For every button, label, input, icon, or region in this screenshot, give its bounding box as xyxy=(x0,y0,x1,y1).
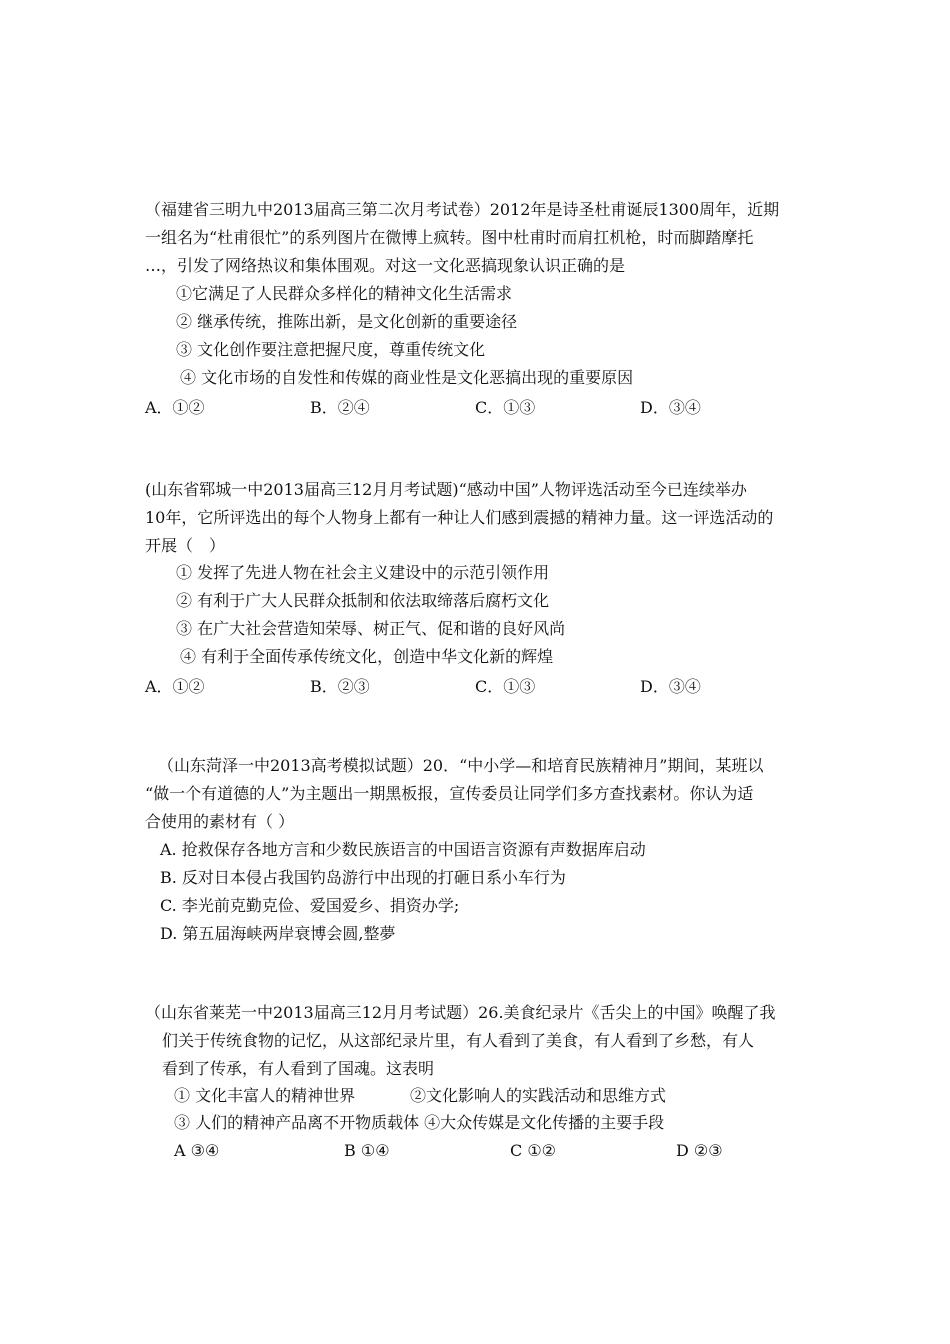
question-3-choice-a: A. 抢救保存各地方言和少数民族语言的中国语言资源有声数据库启动 xyxy=(160,840,646,859)
question-1-option-a: A．①② xyxy=(145,398,205,417)
question-1-statement-3: ③ 文化创作要注意把握尺度，尊重传统文化 xyxy=(176,340,486,359)
question-2-stem-line-1: (山东省郓城一中2013届高三12月月考试题)“感动中国”人物评选活动至今已连续举办 xyxy=(145,480,747,499)
question-1-option-d: D．③④ xyxy=(640,398,701,417)
question-2-statement-2: ② 有利于广大人民群众抵制和依法取缔落后腐朽文化 xyxy=(176,591,550,610)
question-2-option-b: B．②③ xyxy=(310,677,370,696)
question-2-statement-3: ③ 在广大社会营造知荣辱、树正气、促和谐的良好风尚 xyxy=(176,619,566,638)
question-3-stem-line-2: “做一个有道德的人”为主题出一期黑板报，宣传委员让同学们多方查找素材。你认为适 xyxy=(145,784,754,803)
question-2-stem-line-3: 开展（ ） xyxy=(145,536,226,555)
question-3-choice-d: D. 第五届海峡两岸衰博会圆,整夢 xyxy=(160,924,396,943)
question-1-stem-line-2: 一组名为“杜甫很忙”的系列图片在微博上疯转。图中杜甫时而肩扛机枪，时而脚踏摩托 xyxy=(145,228,754,247)
question-1-stem-line-3: …，引发了网络热议和集体围观。对这一文化恶搞现象认识正确的是 xyxy=(145,256,626,275)
question-4-option-d: D ②③ xyxy=(676,1141,723,1160)
question-1-stem-line-1: （福建省三明九中2013届高三第二次月考试卷）2012年是诗圣杜甫诞辰1300周年，近期 xyxy=(145,200,780,219)
question-4-stem-line-2: 们关于传统食物的记忆，从这部纪录片里，有人看到了美食，有人看到了乡愁，有人 xyxy=(162,1031,755,1050)
question-2-stem-line-2: 10年，它所评选出的每个人物身上都有一种让人们感到震撼的精神力量。这一评选活动的 xyxy=(145,508,774,527)
question-1-statement-2: ② 继承传统，推陈出新，是文化创新的重要途径 xyxy=(176,312,518,331)
question-2-statement-1: ① 发挥了先进人物在社会主义建设中的示范引领作用 xyxy=(176,563,550,582)
question-2-statement-4: ④ 有利于全面传承传统文化，创造中华文化新的辉煌 xyxy=(180,647,554,666)
question-2-option-c: C．①③ xyxy=(475,677,536,696)
question-3-stem-line-1: （山东菏泽一中2013高考模拟试题）20．“中小学—和培育民族精神月”期间，某班以 xyxy=(158,756,764,775)
question-4-statement-2: ②文化影响人的实践活动和思维方式 xyxy=(410,1086,667,1105)
question-4-stem-line-3: 看到了传承，有人看到了国魂。这表明 xyxy=(162,1059,435,1078)
question-1-statement-4: ④ 文化市场的自发性和传媒的商业性是文化恶搞出现的重要原因 xyxy=(180,368,634,387)
question-1-statement-1: ①它满足了人民群众多样化的精神文化生活需求 xyxy=(176,284,513,303)
question-1-option-b: B．②④ xyxy=(310,398,370,417)
question-4-statement-1: ① 文化丰富人的精神世界 xyxy=(174,1086,356,1105)
question-2-option-d: D．③④ xyxy=(640,677,701,696)
question-3-stem-line-3: 合使用的素材有（ ） xyxy=(145,812,295,831)
question-4-stem-line-1: （山东省莱芜一中2013届高三12月月考试题）26.美食纪录片《舌尖上的中国》唤醒了我 xyxy=(145,1003,776,1022)
question-4-option-a: A ③④ xyxy=(174,1141,220,1160)
question-4-option-b: B ①④ xyxy=(344,1141,390,1160)
question-1-option-c: C．①③ xyxy=(475,398,536,417)
question-2-option-a: A．①② xyxy=(145,677,205,696)
question-3-choice-b: B. 反对日本侵占我国钓岛游行中出现的打砸日系小车行为 xyxy=(160,868,566,887)
question-3-choice-c: C. 李光前克勤克俭、爱国爱乡、捐资办学; xyxy=(160,896,460,915)
question-4-statement-3-4: ③ 人们的精神产品离不开物质载体 ④大众传媒是文化传播的主要手段 xyxy=(174,1113,665,1132)
question-4-option-c: C ①② xyxy=(510,1141,557,1160)
